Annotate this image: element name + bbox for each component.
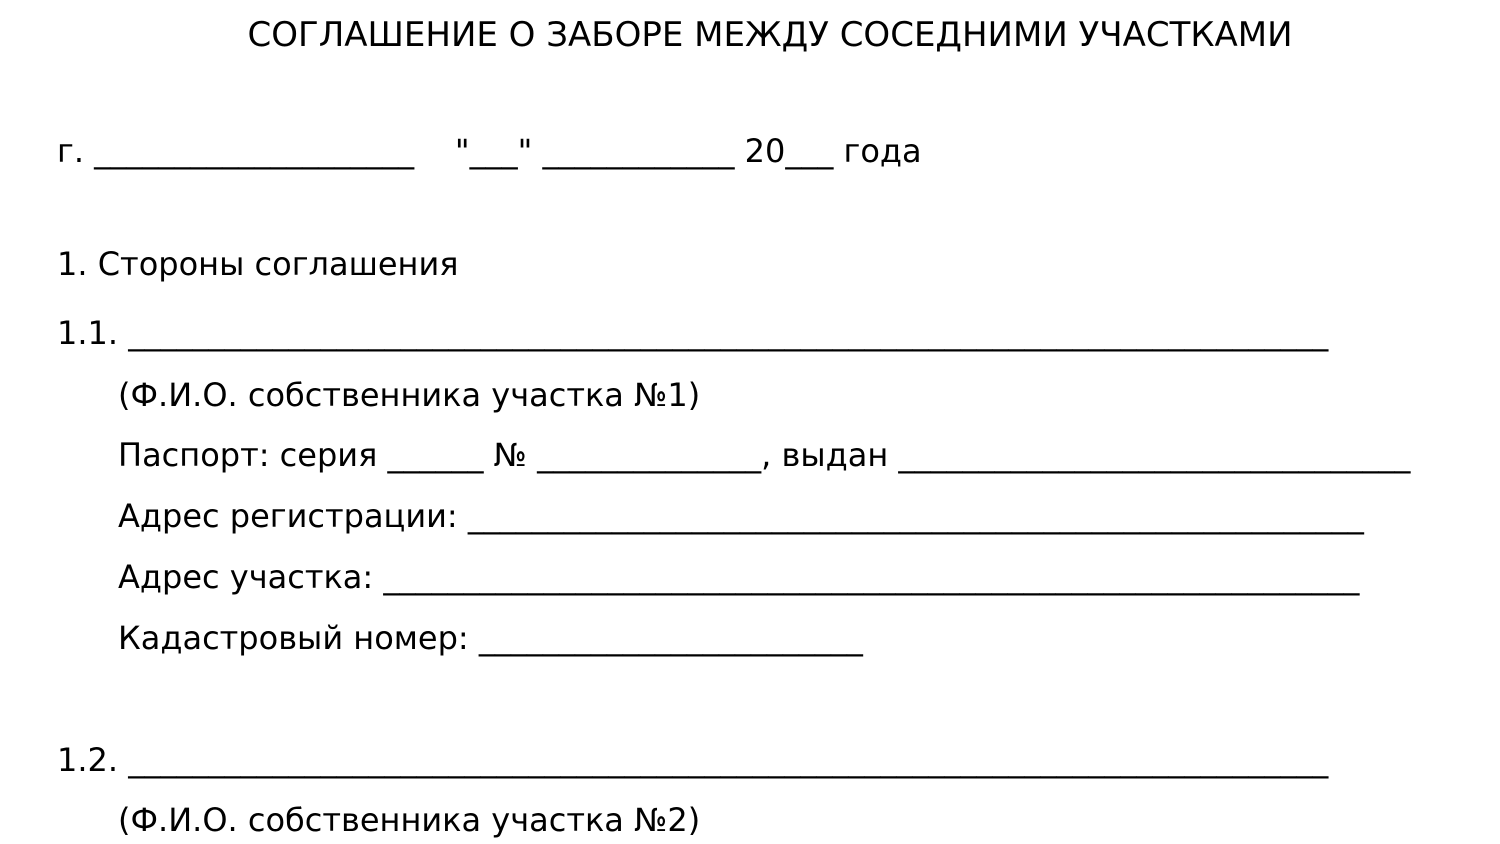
- party1-plot-address: Адрес участка: _____________________________________________________________: [118, 558, 1360, 596]
- party2-caption: (Ф.И.О. собственника участка №2): [118, 801, 701, 839]
- party2-name-line: 1.2. ___________________________________________________________________________: [57, 741, 1329, 779]
- party1-name-line: 1.1. ___________________________________________________________________________: [57, 314, 1329, 352]
- party1-caption: (Ф.И.О. собственника участка №1): [118, 376, 701, 414]
- party1-registration-address: Адрес регистрации: ________________________________________________________: [118, 497, 1364, 535]
- party1-cadastral-number: Кадастровый номер: ________________________: [118, 619, 863, 657]
- section-heading-parties: 1. Стороны соглашения: [57, 245, 459, 283]
- document-title: СОГЛАШЕНИЕ О ЗАБОРЕ МЕЖДУ СОСЕДНИМИ УЧАСТКАМИ: [247, 15, 1293, 55]
- party1-passport-line: Паспорт: серия ______ № ______________, выдан ________________________________: [118, 436, 1411, 474]
- place-date-line: г. ____________________ "___" ____________ 20___ года: [57, 132, 922, 170]
